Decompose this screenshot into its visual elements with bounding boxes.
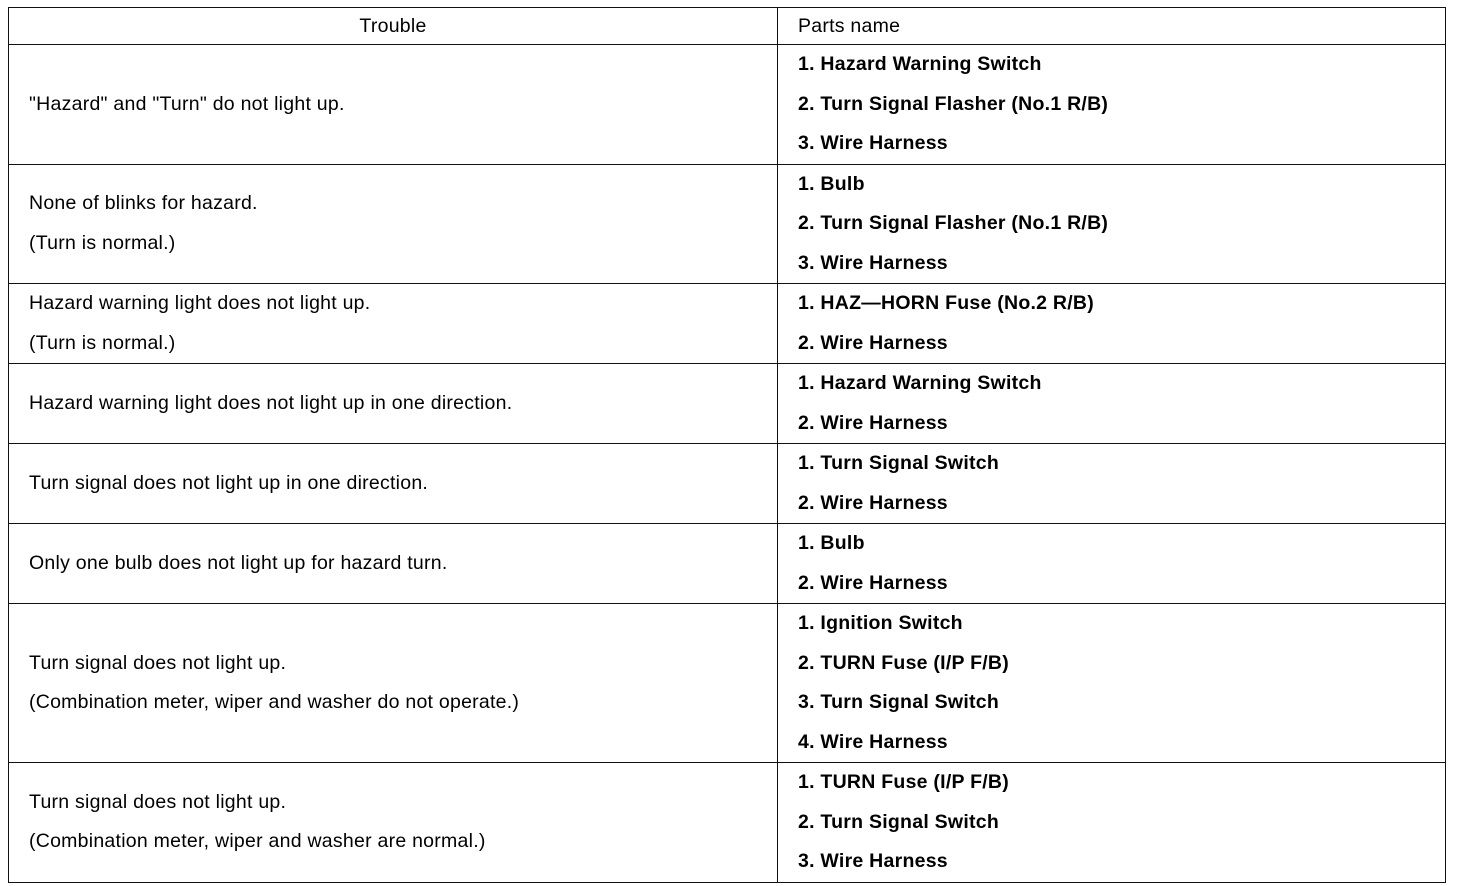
- trouble-text: Turn signal does not light up.: [29, 790, 287, 813]
- trouble-text: (Combination meter, wiper and washer do not operate.): [29, 691, 520, 713]
- trouble-text: Hazard warning light does not light up in one direction.: [29, 391, 513, 414]
- trouble-text: Turn signal does not light up in one direction.: [29, 471, 429, 494]
- part-item: 1. Hazard Warning Switch: [798, 372, 1042, 394]
- trouble-cell: [9, 444, 778, 524]
- trouble-text: (Combination meter, wiper and washer are normal.): [29, 830, 486, 853]
- table-body: [9, 45, 1446, 883]
- trouble-text: Only one bulb does not light up for hazard turn.: [29, 551, 448, 574]
- part-item: 3. Wire Harness: [798, 850, 948, 872]
- part-item: 1. Bulb: [798, 532, 865, 554]
- parts-cell: [778, 364, 1446, 444]
- trouble-text: (Turn is normal.): [29, 231, 176, 254]
- trouble-text: Turn signal does not light up.: [29, 651, 287, 674]
- table-row: [9, 284, 1446, 364]
- table-row: [9, 444, 1446, 524]
- part-item: 2. Turn Signal Flasher (No.1 R/B): [798, 92, 1109, 115]
- part-item: 1. Hazard Warning Switch: [798, 53, 1042, 75]
- table-row: [9, 364, 1446, 444]
- part-item: 3. Wire Harness: [798, 132, 948, 154]
- part-item: 2. TURN Fuse (I/P F/B): [798, 651, 1009, 674]
- part-item: 2. Turn Signal Flasher (No.1 R/B): [798, 212, 1109, 234]
- table-row: [9, 45, 1446, 165]
- parts-cell: [778, 524, 1446, 604]
- table-row: [9, 524, 1446, 604]
- trouble-column-header: Trouble: [9, 8, 778, 45]
- trouble-cell: [9, 284, 778, 364]
- trouble-text: "Hazard" and "Turn" do not light up.: [29, 92, 345, 115]
- trouble-cell: [9, 164, 778, 284]
- parts-cell: [778, 444, 1446, 524]
- part-item: 1. HAZ—HORN Fuse (No.2 R/B): [798, 292, 1095, 314]
- parts-cell: [778, 604, 1446, 763]
- parts-name-column-header: Parts name: [778, 8, 1446, 45]
- trouble-cell: [9, 763, 778, 883]
- table-row: [9, 164, 1446, 284]
- part-item: 2. Wire Harness: [798, 491, 948, 514]
- table-row: [9, 763, 1446, 883]
- trouble-cell: [9, 604, 778, 763]
- part-item: 2. Wire Harness: [798, 571, 948, 594]
- part-item: 2. Wire Harness: [798, 411, 948, 434]
- troubleshooting-table: [8, 7, 1446, 883]
- parts-cell: [778, 284, 1446, 364]
- table-row: [9, 604, 1446, 763]
- parts-cell: [778, 45, 1446, 165]
- part-item: 1. TURN Fuse (I/P F/B): [798, 771, 1009, 793]
- part-item: 2. Wire Harness: [798, 331, 948, 354]
- trouble-cell: [9, 364, 778, 444]
- trouble-text: (Turn is normal.): [29, 331, 176, 354]
- trouble-cell: [9, 45, 778, 165]
- part-item: 4. Wire Harness: [798, 730, 948, 753]
- parts-cell: [778, 763, 1446, 883]
- part-item: 3. Turn Signal Switch: [798, 691, 999, 713]
- trouble-cell: [9, 524, 778, 604]
- part-item: 3. Wire Harness: [798, 251, 948, 274]
- part-item: 2. Turn Signal Switch: [798, 810, 999, 833]
- trouble-text: Hazard warning light does not light up.: [29, 292, 371, 314]
- trouble-text: None of blinks for hazard.: [29, 192, 258, 215]
- part-item: 1. Turn Signal Switch: [798, 452, 999, 474]
- header-row: [9, 8, 1446, 45]
- part-item: 1. Ignition Switch: [798, 612, 963, 634]
- troubleshooting-sheet: [8, 7, 1445, 877]
- part-item: 1. Bulb: [798, 172, 865, 195]
- parts-cell: [778, 164, 1446, 284]
